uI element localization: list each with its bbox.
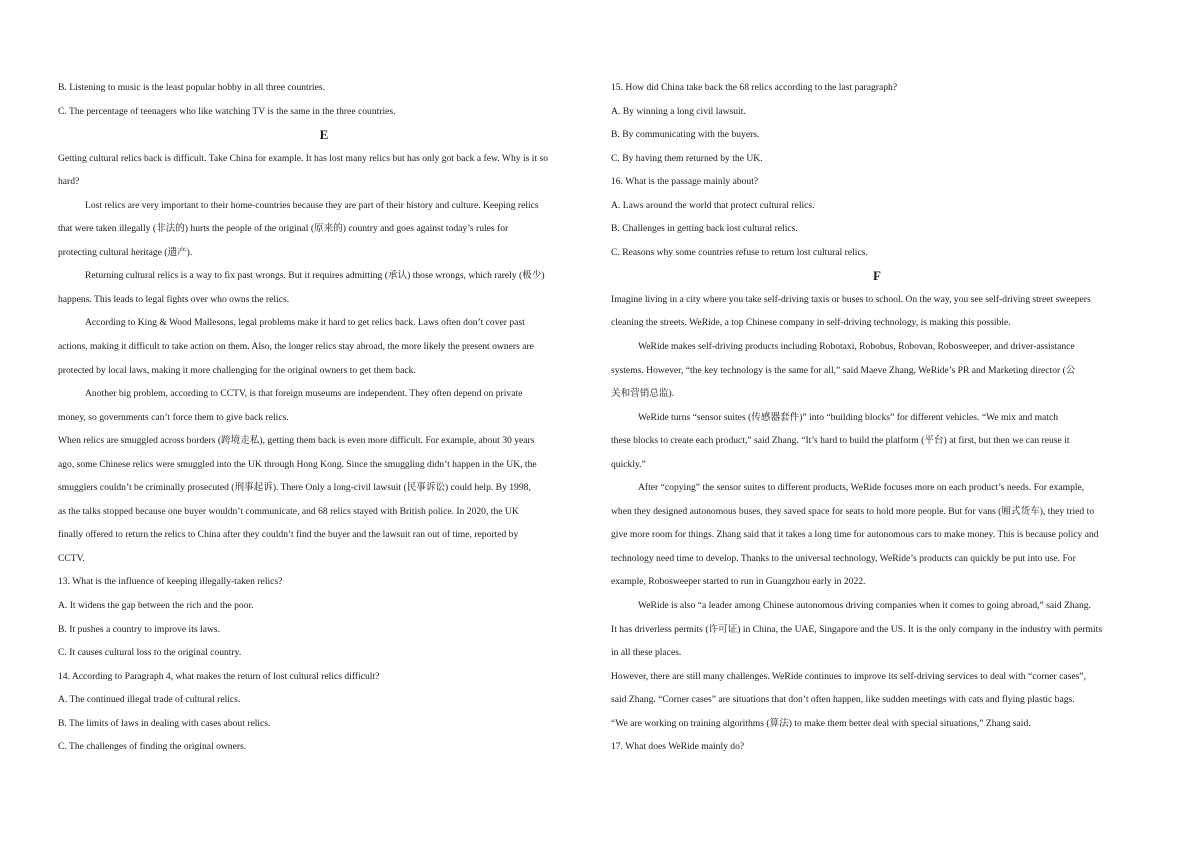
right-text-line: systems. However, “the key technology is the same for all,” said Maeve Zhang, WeRide’s PR and Marketing director (公	[611, 364, 1076, 376]
left-text-line: as the talks stopped because one buyer wouldn’t communicate, and 68 relics stayed with British police. In 2020, the UK	[58, 505, 519, 517]
answer-option: C. By having them returned by the UK.	[611, 152, 763, 164]
left-text-line: happens. This leads to legal fights over who owns the relics.	[58, 293, 290, 305]
left-text-line: CCTV.	[58, 552, 85, 564]
answer-option: B. It pushes a country to improve its laws.	[58, 623, 221, 635]
answer-option: B. Challenges in getting back lost cultural relics.	[611, 223, 798, 235]
left-text-line: When relics are smuggled across borders (跨境走私), getting them back is even more difficult. For example, about 30 years	[58, 435, 535, 447]
answer-option: C. The challenges of finding the original owners.	[58, 741, 247, 753]
answer-option: A. The continued illegal trade of cultural relics.	[58, 694, 241, 706]
left-text-line: money, so governments can’t force them to give back relics.	[58, 411, 289, 423]
right-text-line: example, Robosweeper started to run in Guangzhou early in 2022.	[611, 576, 866, 588]
answer-option: C. Reasons why some countries refuse to return lost cultural relics.	[611, 246, 868, 258]
right-text-line: It has driverless permits (许可证) in China, the UAE, Singapore and the US. It is the only company in the industry with permits	[611, 623, 1103, 635]
answer-option: B. The limits of laws in dealing with cases about relics.	[58, 717, 271, 729]
right-text-line: these blocks to create each product,” said Zhang. “It’s hard to build the platform (平台) at first, but then we can reuse it	[611, 435, 1070, 447]
right-paragraph-line: WeRide turns “sensor suites (传感器套件)” into “building blocks” for different vehicles. “We mix and match	[638, 411, 1059, 423]
answer-option: A. By winning a long civil lawsuit.	[611, 105, 746, 117]
left-text-line: actions, making it difficult to take action on them. Also, the longer relics stay abroad, the more likely the present owners are	[58, 341, 534, 353]
right-text-line: Imagine living in a city where you take self-driving taxis or buses to school. On the way, you see self-driving street sweepers	[611, 293, 1091, 305]
left-paragraph-line: Returning cultural relics is a way to fix past wrongs. But it requires admitting (承认) those wrongs, which rarely (极少)	[85, 270, 545, 282]
left-text-line: hard?	[58, 176, 80, 188]
right-text-line: 关和营销总监).	[611, 388, 675, 400]
left-column	[58, 76, 590, 759]
left-text-line: finally offered to return the relics to China after they couldn’t find the buyer and the lawsuit ran out of time, reported by	[58, 529, 519, 541]
right-text-line: give more room for things. Zhang said that it takes a long time for autonomous cars to make money. This is because policy and	[611, 529, 1099, 541]
right-text-line: “We are working on training algorithms (算法) to make them better deal with special situations,” Zhang said.	[611, 717, 1031, 729]
question-text: 17. What does WeRide mainly do?	[611, 741, 745, 753]
right-text-line: when they designed autonomous buses, they saved space for seats to hold more people. But for vans (厢式货车), they tried to	[611, 505, 1095, 517]
right-text-line: However, there are still many challenges. WeRide continues to improve its self-driving services to deal with “corner cases”,	[611, 670, 1086, 682]
left-text-line: that were taken illegally (非法的) hurts the people of the original (原来的) country and goes against today’s rules for	[58, 223, 509, 235]
question-text: 16. What is the passage mainly about?	[611, 176, 759, 188]
right-paragraph-line: WeRide makes self-driving products including Robotaxi, Robobus, Robovan, Robosweeper, and driver-assistance	[638, 341, 1075, 353]
right-text-line: technology need time to develop. Thanks to the universal technology, WeRide’s products can quickly be put into use. For	[611, 552, 1076, 564]
right-paragraph-line: After “copying” the sensor suites to different products, WeRide focuses more on each product’s needs. For example,	[638, 482, 1085, 494]
left-text-line: protected by local laws, making it more challenging for the original owners to get them back.	[58, 364, 416, 376]
right-text-line: said Zhang. “Corner cases” are situations that don’t often happen, like sudden meetings with cats and flying plastic bags.	[611, 694, 1075, 706]
left-paragraph-line: Another big problem, according to CCTV, is that foreign museums are independent. They often depend on private	[85, 388, 523, 400]
right-column	[611, 76, 1143, 759]
answer-option: A. Laws around the world that protect cultural relics.	[611, 199, 815, 211]
left-text-line: ago, some Chinese relics were smuggled into the UK through Hong Kong. Since the smuggling didn’t happen in the UK, the	[58, 458, 537, 470]
section-heading: F	[873, 268, 881, 284]
right-text-line: in all these places.	[611, 647, 682, 659]
answer-option: C. It causes cultural loss to the original country.	[58, 647, 242, 659]
left-paragraph-line: Lost relics are very important to their home-countries because they are part of their history and culture. Keeping relics	[85, 199, 539, 211]
answer-option: B. By communicating with the buyers.	[611, 129, 760, 141]
left-text-line: Getting cultural relics back is difficult. Take China for example. It has lost many relics but has only got back a few. Why is it so	[58, 152, 549, 164]
answer-option: B. Listening to music is the least popular hobby in all three countries.	[58, 82, 325, 93]
answer-option: C. The percentage of teenagers who like watching TV is the same in the three countries.	[58, 105, 396, 117]
question-text: 15. How did China take back the 68 relics according to the last paragraph?	[611, 82, 898, 93]
left-paragraph-line: According to King & Wood Mallesons, legal problems make it hard to get relics back. Laws often don’t cover past	[85, 317, 525, 329]
answer-option: A. It widens the gap between the rich and the poor.	[58, 600, 254, 612]
question-text: 14. According to Paragraph 4, what makes the return of lost cultural relics difficult?	[58, 670, 380, 682]
section-heading: E	[319, 127, 329, 143]
right-text-line: cleaning the streets. WeRide, a top Chinese company in self-driving technology, is making this possible.	[611, 317, 1011, 329]
right-paragraph-line: WeRide is also “a leader among Chinese autonomous driving companies when it comes to going abroad,” said Zhang.	[638, 600, 1091, 612]
left-text-line: smugglers couldn’t be criminally prosecuted (刑事起诉). There Only a long-civil lawsuit (民事诉讼) could help. By 1998,	[58, 482, 531, 494]
left-text-line: protecting cultural heritage (遗产).	[58, 246, 193, 258]
right-text-line: quickly.”	[611, 458, 646, 470]
question-text: 13. What is the influence of keeping illegally-taken relics?	[58, 576, 283, 588]
